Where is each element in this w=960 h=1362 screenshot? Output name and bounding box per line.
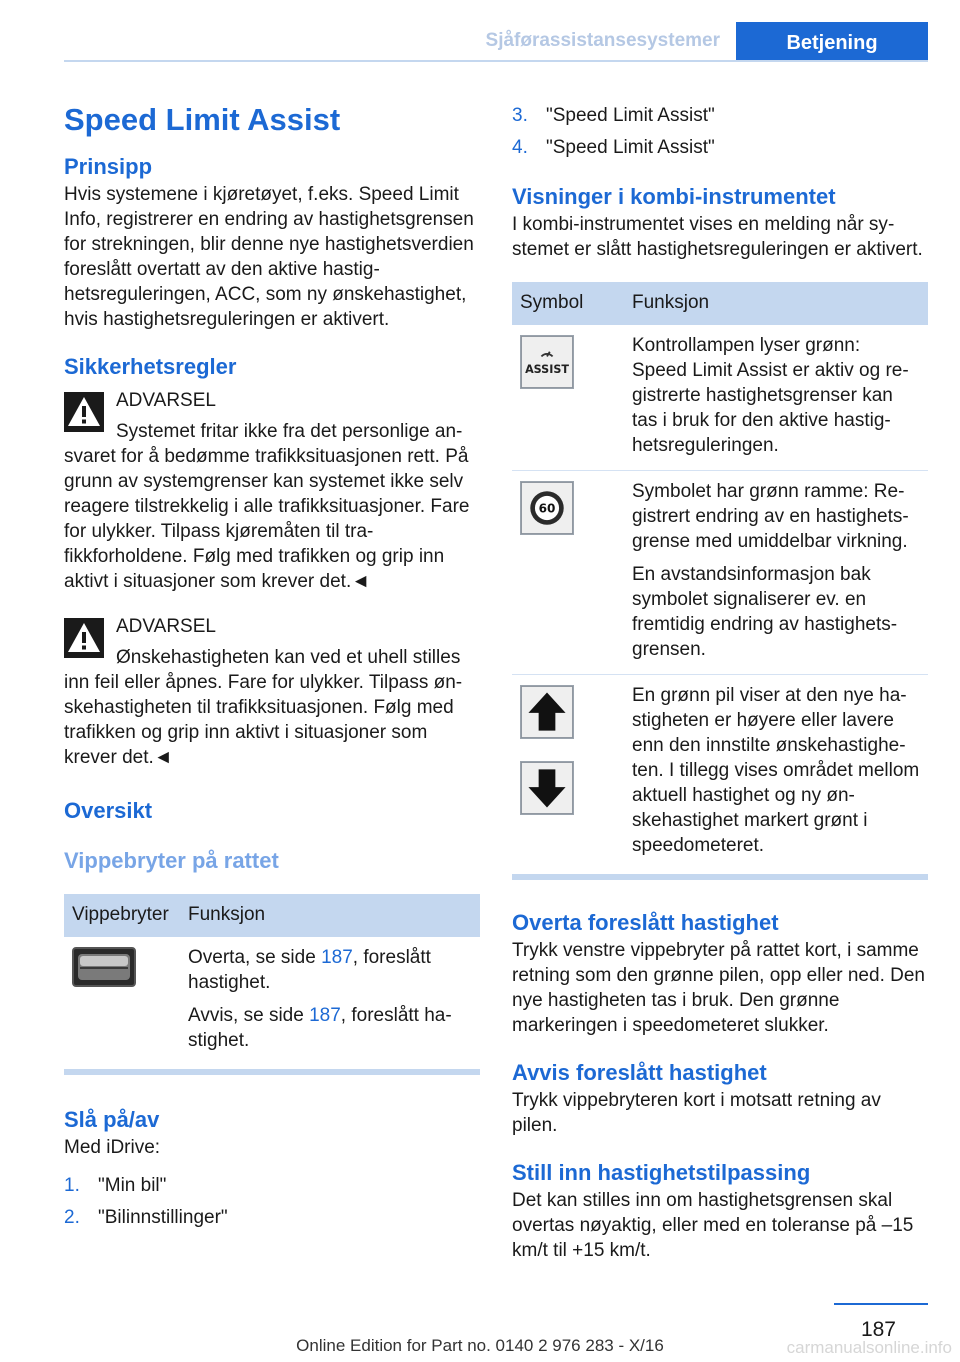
warning-label: ADVARSEL: [116, 616, 216, 637]
vippebryter-heading: Vippebryter på rattet: [64, 848, 279, 873]
steps-list-continued: [512, 100, 928, 164]
header-rule: [64, 60, 928, 62]
visninger-heading: Visninger i kombi-instrumentet: [512, 184, 836, 209]
edition-footer: Online Edition for Part no. 0140 2 976 283 - X/16: [296, 1336, 664, 1355]
warning-label: ADVARSEL: [116, 390, 216, 411]
avvis-text: Trykk vippebryteren kort i motsatt retning av pilen.: [512, 1090, 881, 1136]
vippebryter-table: [64, 894, 480, 1065]
header-tab: Betjening: [736, 22, 928, 62]
left-column: [64, 100, 480, 1234]
assist-symbol-text: ASSIST: [525, 363, 569, 377]
page-title: Speed Limit Assist: [64, 102, 341, 137]
list-item: 3. "Speed Limit Assist": [512, 105, 715, 126]
list-item: 1. "Min bil": [64, 1175, 167, 1196]
visninger-text: I kombi-instrumentet vises en melding når systemet er slått hastighetsreguleringen er aktivert.: [512, 214, 923, 260]
arrow-down-icon: [520, 761, 574, 815]
page-header: [0, 0, 960, 62]
avvis-heading: Avvis foreslått hastighet: [512, 1060, 767, 1085]
overta-heading: Overta foreslått hastighet: [512, 910, 779, 935]
prinsipp-heading: Prinsipp: [64, 154, 153, 179]
table-cell: En avstandsinformasjon bak symbolet signaliserer ev. en fremtidig endring av hastighetsgrensen.: [632, 564, 898, 660]
table-row: [64, 937, 480, 1065]
table-header-vippebryter: Vippebryter: [64, 894, 180, 937]
page-number: 187: [860, 1318, 896, 1341]
still-text: Det kan stilles inn om hastighetsgrensen skal overtas nøyaktig, eller med en toleranse på –15 km/t til +15 km/t.: [512, 1190, 914, 1261]
table-cell: Kontrollampen lyser grønn: Speed Limit Assist er aktiv og registrerte hastighetsgrenser kan tas i bruk for den aktive hastighetsreguleringen.: [632, 335, 909, 456]
assist-symbol-icon: [520, 335, 574, 389]
steps-list: [64, 1170, 480, 1234]
sla-heading: Slå på/av: [64, 1107, 160, 1132]
warning-text: Systemet fritar ikke fra det personlige ansvaret for å bedømme trafikksituasjonen rett. På grunn av systemgrenser kan systemet ikke selv reagere tilstrekkelig i alle trafikksituasjoner. Fare for ulykker. Tilpass kjøremåten til trafikkforholdene. Følg med trafikken og grip inn aktivt i situasjoner som krever det.◄: [64, 421, 470, 592]
warning-text: Ønskehastigheten kan ved et uhell stilles inn feil eller åpnes. Fare for ulykker. Tilpass ønskehastigheten til trafikksituasjonen. Følg med trafikken og grip inn aktivt i situasjoner som krever det.◄: [64, 647, 463, 768]
table-cell-overta: Overta, se side 187, foreslått hastighet.: [188, 947, 431, 993]
table-cell: Symbolet har grønn ramme: Registrert endring av en hastighetsgrense med umiddelbar virkning.: [632, 481, 909, 552]
table-cell-avvis: Avvis, se side 187, foreslått hastighet.: [188, 1005, 452, 1051]
table-row: [512, 675, 928, 871]
sla-text: Med iDrive:: [64, 1137, 161, 1158]
prinsipp-text: Hvis systemene i kjøretøyet, f.eks. Speed Limit Info, registrerer en endring av hastighetsgrensen for strekningen, blir denne nye hastighetsverdien foreslått overtatt av den aktive hastighetsreguleringen, ACC, som ny ønskehastighet, hvis hastighetsreguleringen er aktivert.: [64, 184, 474, 330]
page-link[interactable]: 187: [309, 1005, 341, 1026]
overta-text: Trykk venstre vippebryter på rattet kort, i samme retning som den grønne pilen, opp eller ned. Den nye hastigheten tas i bruk. Den grønne markeringen i speedometeret slukker.: [512, 940, 925, 1036]
arrow-up-icon: [520, 685, 574, 739]
right-column: [512, 100, 928, 1263]
sikkerhet-heading: Sikkerhetsregler: [64, 354, 237, 379]
table-header-funksjon: Funksjon: [624, 282, 928, 325]
page-number-rule: [834, 1303, 928, 1305]
list-item: 4. "Speed Limit Assist": [512, 137, 715, 158]
table-row: [512, 471, 928, 675]
warning-block-2: [64, 614, 480, 770]
still-heading: Still inn hastighetstilpassing: [512, 1160, 811, 1185]
table-row: [512, 325, 928, 471]
speed-limit-sign-text: 60: [538, 501, 556, 516]
oversikt-heading: Oversikt: [64, 798, 153, 823]
rocker-switch-icon: [72, 947, 136, 987]
header-section-title: Sjåførassistansesystemer: [485, 30, 720, 51]
table-cell: En grønn pil viser at den nye hastigheten er høyere eller lavere enn den innstilte ønskehastigheten. I tillegg vises området mellom aktuell hastighet og ny ønskehastighet markert grønt i speedometeret.: [632, 685, 920, 856]
watermark: carmanualsonline.info: [786, 1338, 952, 1357]
speed-limit-sign-icon: [520, 481, 574, 535]
page-link[interactable]: 187: [321, 947, 353, 968]
warning-triangle-icon: [64, 392, 104, 432]
table-header-funksjon: Funksjon: [180, 894, 480, 937]
table-header-symbol: Symbol: [512, 282, 624, 325]
warning-triangle-icon: [64, 618, 104, 658]
symbol-table: [512, 282, 928, 870]
list-item: 2. "Bilinnstillinger": [64, 1207, 228, 1228]
warning-block-1: [64, 388, 480, 594]
